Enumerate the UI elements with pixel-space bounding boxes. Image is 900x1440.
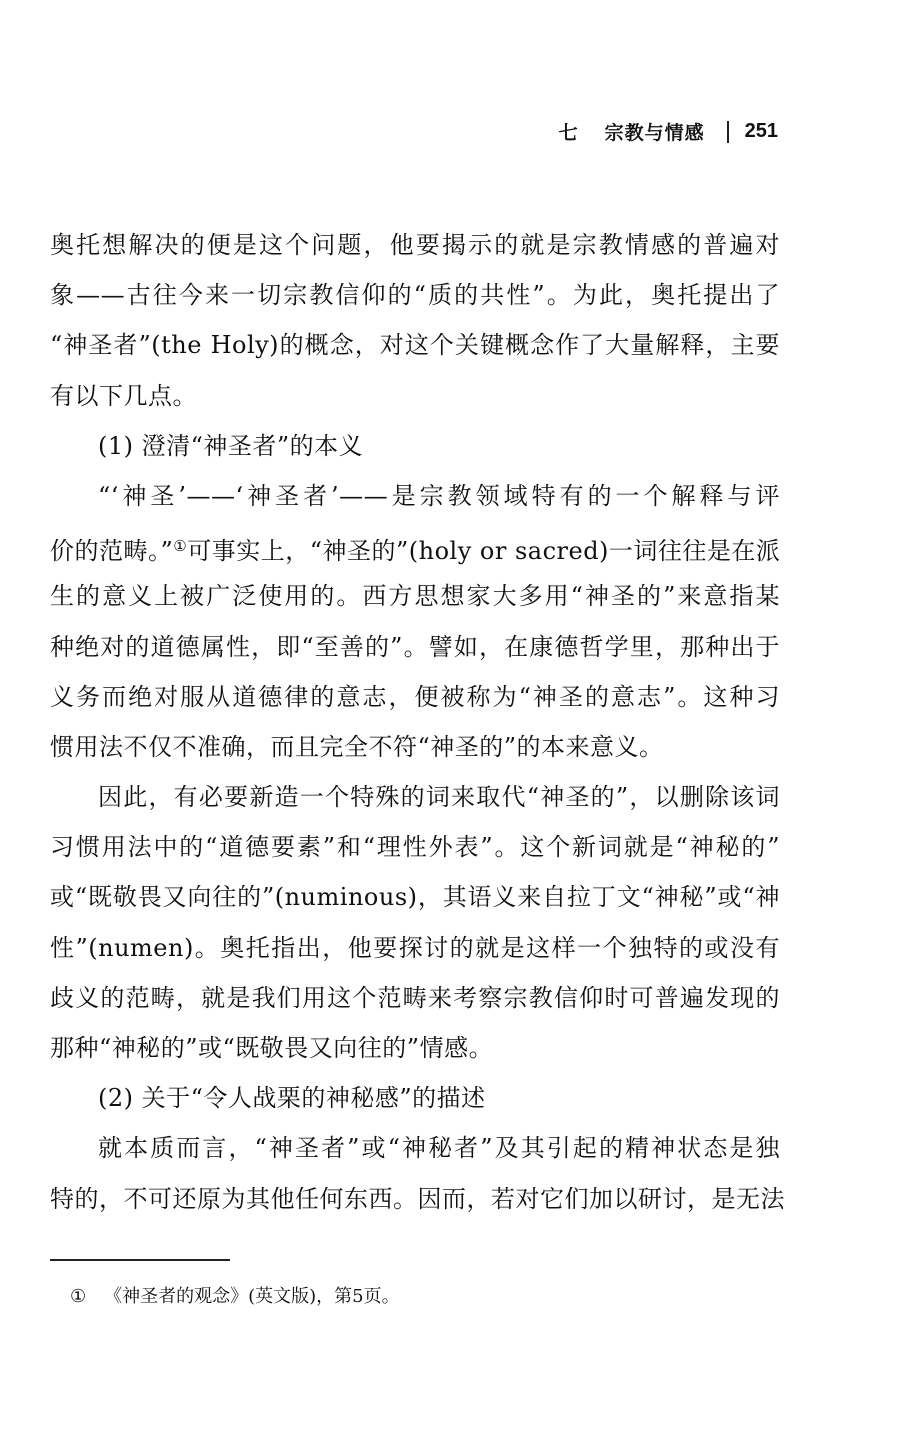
- text-line: 性”(numen)。奥托指出，他要探讨的就是这样一个独特的或没有: [50, 933, 780, 962]
- chapter-title: 宗教与情感: [604, 122, 705, 144]
- header-divider: [727, 121, 729, 143]
- text-line: 惯用法不仅不准确，而且完全不符“神圣的”的本来意义。: [50, 732, 664, 761]
- text-line: 因此，有必要新造一个特殊的词来取代“神圣的”，以删除该词: [98, 783, 780, 812]
- page-number: 251: [744, 120, 778, 142]
- text-line: 特的，不可还原为其他任何东西。因而，若对它们加以研讨，是无法: [50, 1184, 785, 1213]
- running-header: [559, 118, 778, 145]
- text-line: 习惯用法中的“道德要素”和“理性外表”。这个新词就是“神秘的”: [50, 833, 780, 862]
- footnote-reference[interactable]: ①: [173, 537, 188, 556]
- text-segment: 价的范畴。”: [50, 537, 174, 566]
- text-line: 奥托想解决的便是这个问题，他要揭示的就是宗教情感的普遍对: [50, 231, 780, 259]
- section-heading-2: (2) 关于“令人战栗的神秘感”的描述: [98, 1084, 486, 1113]
- footnote-rule: [50, 1259, 230, 1261]
- text-line: 或“既敬畏又向往的”(numinous)，其语义来自拉丁文“神秘”或“神: [50, 883, 780, 912]
- text-line: 生的意义上被广泛使用的。西方思想家大多用“神圣的”来意指某: [50, 582, 780, 611]
- chapter-number: 七: [558, 122, 579, 144]
- footnote-text: 《神圣者的观念》(英文版)，第5页。: [104, 1286, 400, 1307]
- text-line: “神圣者”(the Holy)的概念，对这个关键概念作了大量解释，主要: [50, 331, 780, 360]
- text-line: 歧义的范畴，就是我们用这个范畴来考察宗教信仰时可普遍发现的: [50, 983, 780, 1012]
- text-line: 义务而绝对服从道德律的意志，便被称为“神圣的意志”。这种习: [50, 682, 780, 711]
- text-line: 种绝对的道德属性，即“至善的”。譬如，在康德哲学里，那种出于: [50, 632, 780, 661]
- text-line: 有以下几点。: [50, 381, 197, 410]
- text-line: 那种“神秘的”或“既敬畏又向往的”情感。: [50, 1034, 494, 1062]
- text-segment: 可事实上，“神圣的”(holy or sacred)一词往往是在派: [187, 537, 781, 566]
- footnote: [70, 1283, 400, 1311]
- footnote-marker: ①: [70, 1286, 87, 1307]
- text-line: 就本质而言，“神圣者”或“神秘者”及其引起的精神状态是独: [98, 1134, 780, 1163]
- section-heading-1: (1) 澄清“神圣者”的本义: [98, 431, 364, 460]
- text-line: 象——古往今来一切宗教信仰的“质的共性”。为此，奥托提出了: [50, 281, 780, 310]
- body-text: [50, 220, 785, 1224]
- text-line-with-footnote: [50, 521, 780, 571]
- text-line: “‘神圣’——‘神圣者’——是宗教领域特有的一个解释与评: [98, 481, 780, 510]
